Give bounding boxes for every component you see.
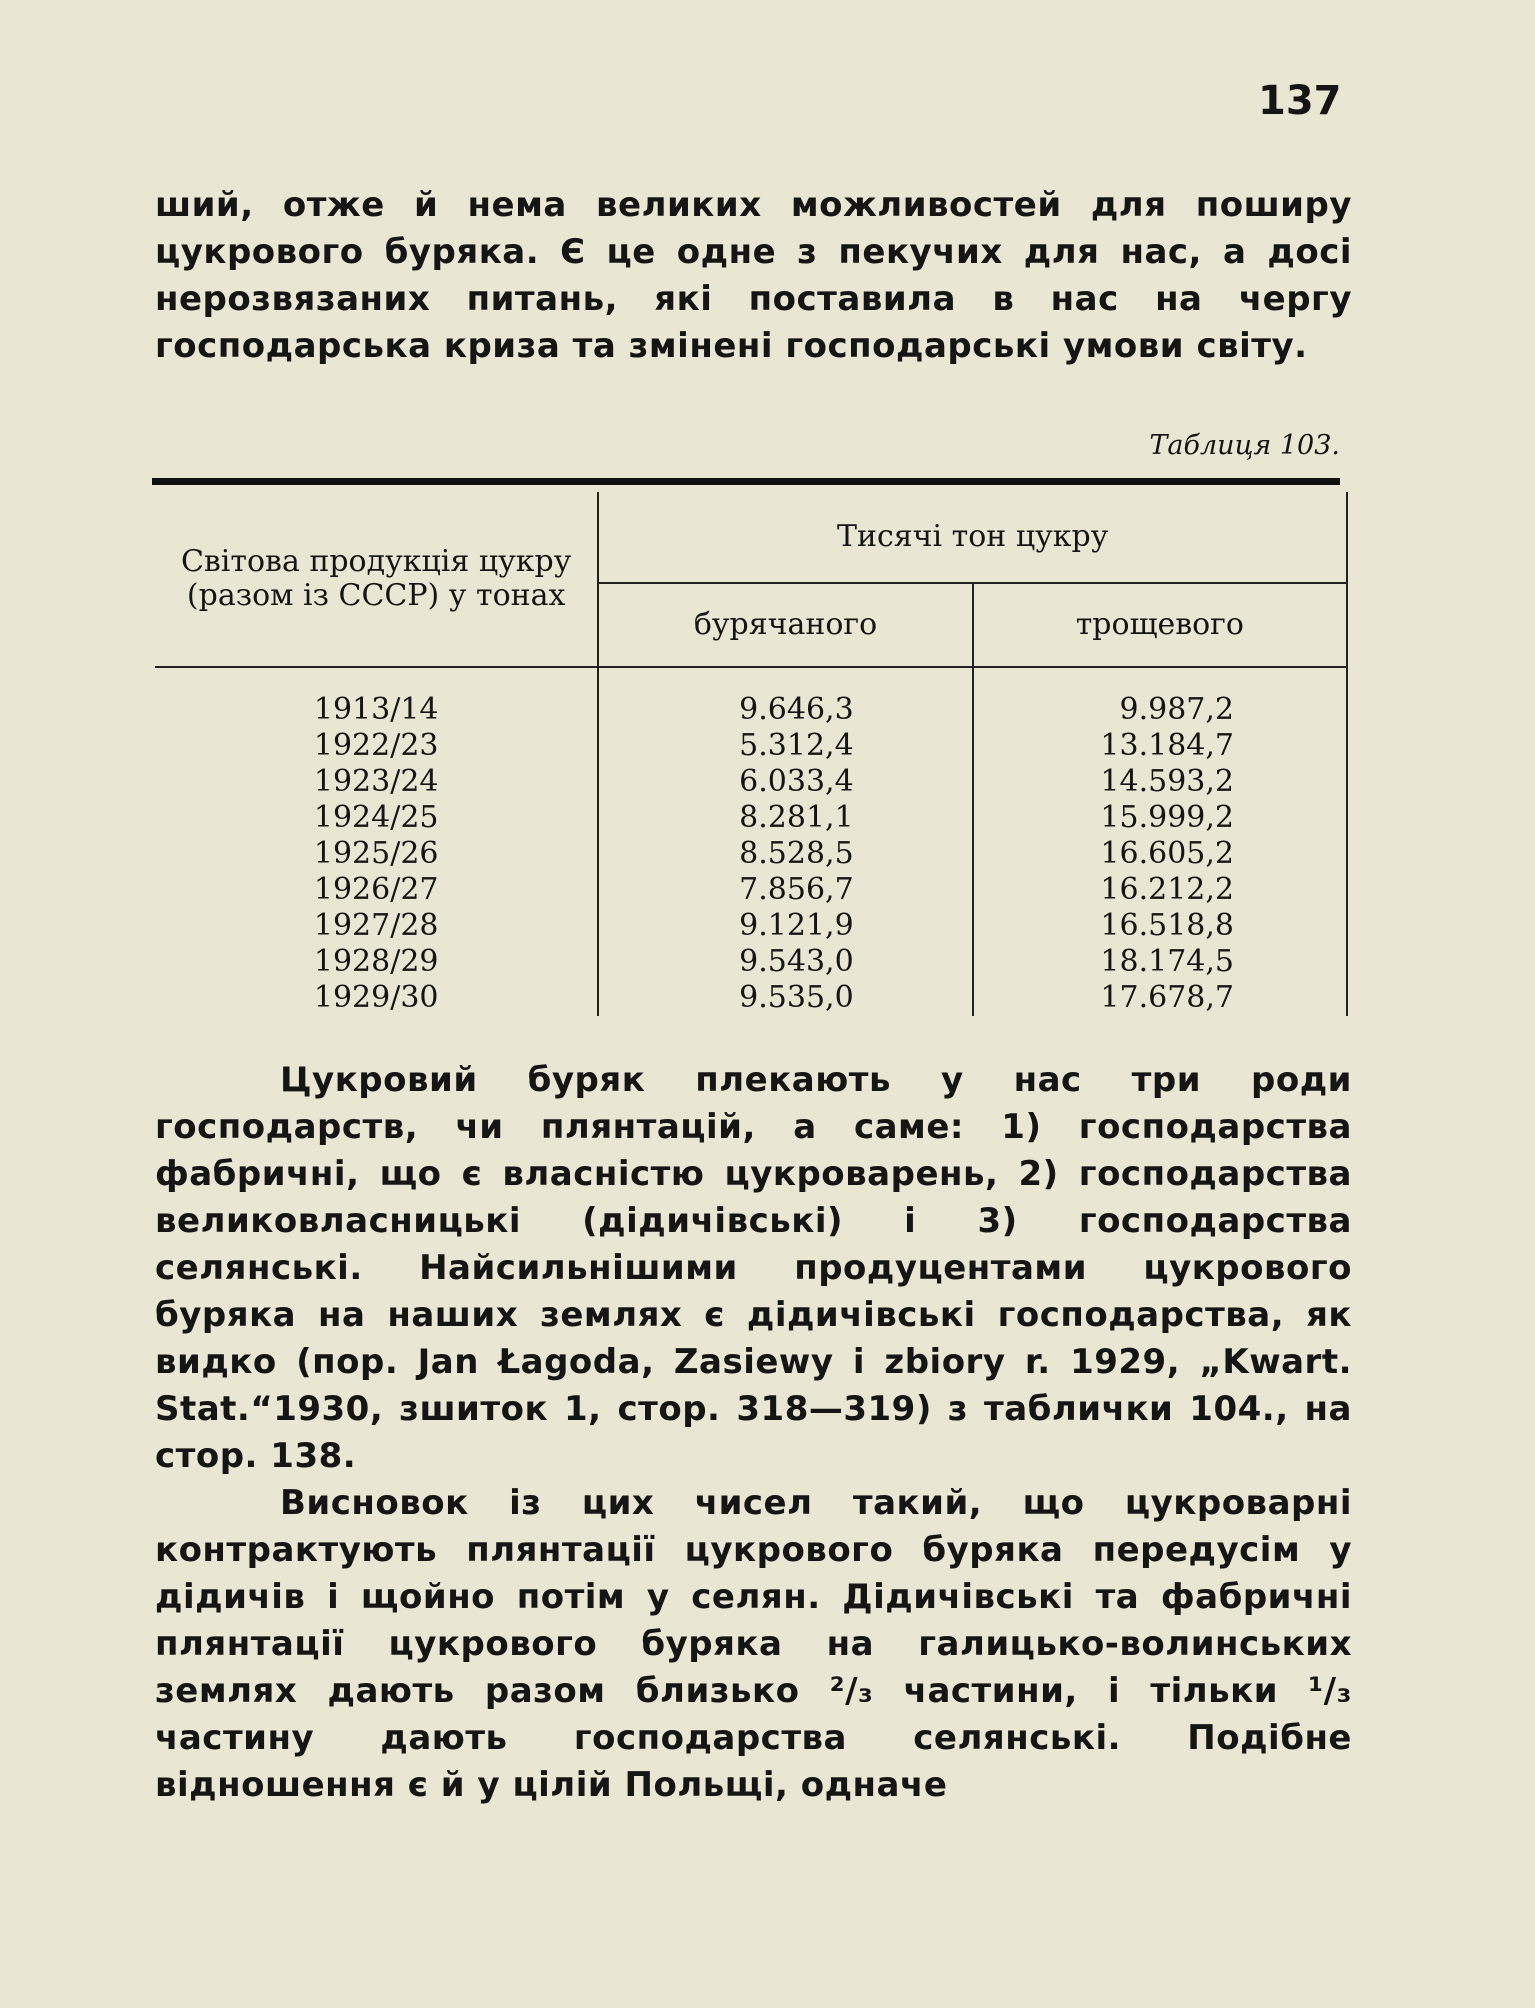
cell-year: 1926/27	[155, 872, 598, 908]
cell-cane: 9.987,2	[973, 667, 1347, 728]
cell-year: 1913/14	[155, 667, 598, 728]
table-row	[155, 836, 1347, 872]
cell-cane: 16.605,2	[973, 836, 1347, 872]
main-text	[155, 1057, 1352, 1809]
cell-beet: 9.543,0	[598, 944, 972, 980]
page-number: 137	[1258, 78, 1342, 124]
table-caption: Таблиця 103.	[1149, 430, 1340, 461]
table-row	[155, 800, 1347, 836]
cell-cane: 13.184,7	[973, 728, 1347, 764]
cell-beet: 5.312,4	[598, 728, 972, 764]
cell-beet: 7.856,7	[598, 872, 972, 908]
cell-year: 1928/29	[155, 944, 598, 980]
cell-year: 1923/24	[155, 764, 598, 800]
intro-text: ший, отже й нема великих можливостей для поширу цукрового буряка. Є це одне з пекучих для нас, а досі нерозвязаних питань, які поставила в нас на чергу господарська криза та змінені господарські умови світу.	[155, 185, 1352, 366]
cell-cane: 15.999,2	[973, 800, 1347, 836]
table-row	[155, 908, 1347, 944]
cell-cane: 16.212,2	[973, 872, 1347, 908]
table-top-rule	[152, 478, 1340, 485]
cell-year: 1929/30	[155, 980, 598, 1016]
header-beet: бурячаного	[598, 583, 972, 667]
cell-cane: 18.174,5	[973, 944, 1347, 980]
header-cane: трощевого	[973, 583, 1347, 667]
cell-beet: 8.281,1	[598, 800, 972, 836]
cell-beet: 9.535,0	[598, 980, 972, 1016]
cell-beet: 6.033,4	[598, 764, 972, 800]
cell-beet: 9.646,3	[598, 667, 972, 728]
header-group: Тисячі тон цукру	[598, 492, 1347, 583]
table-row	[155, 667, 1347, 728]
cell-beet: 8.528,5	[598, 836, 972, 872]
table-row	[155, 764, 1347, 800]
paragraph-2: Висновок із цих чисел такий, що цукроварні контрактують плянтації цукрового буряка передусім у дідичів і щойно потім у селян. Дідичівські та фабричні плянтації цукрового буряка на галицько-волинських землях дають разом близько ²/₃ частини, і тільки ¹/₃ частину дають господарства селянські. Подібне відношення є й у цілій Польщі, одначе	[155, 1483, 1352, 1805]
sugar-production-table	[155, 492, 1348, 1016]
table-row	[155, 980, 1347, 1016]
table-row	[155, 944, 1347, 980]
header-year: Світова продукція цукру (разом із СССР) у тонах	[155, 492, 598, 667]
cell-year: 1922/23	[155, 728, 598, 764]
cell-cane: 14.593,2	[973, 764, 1347, 800]
table-row	[155, 872, 1347, 908]
cell-year: 1927/28	[155, 908, 598, 944]
intro-paragraph	[155, 182, 1352, 370]
cell-year: 1925/26	[155, 836, 598, 872]
cell-cane: 16.518,8	[973, 908, 1347, 944]
cell-year: 1924/25	[155, 800, 598, 836]
cell-cane: 17.678,7	[973, 980, 1347, 1016]
paragraph-1: Цукровий буряк плекають у нас три роди господарств, чи плянтацій, а саме: 1) господарства фабричні, що є власністю цукроварень, 2) господарства великовласницькі (дідичівські) і 3) господарства селянські. Найсильнішими продуцентами цукрового буряка на наших землях є дідичівські господарства, як видко (пор. Jan Łagoda, Zasiewy i zbiory r. 1929, „Kwart. Stat.“1930, зшиток 1, стор. 318—319) з таблички 104., на стор. 138.	[155, 1060, 1352, 1476]
cell-beet: 9.121,9	[598, 908, 972, 944]
table-row	[155, 728, 1347, 764]
